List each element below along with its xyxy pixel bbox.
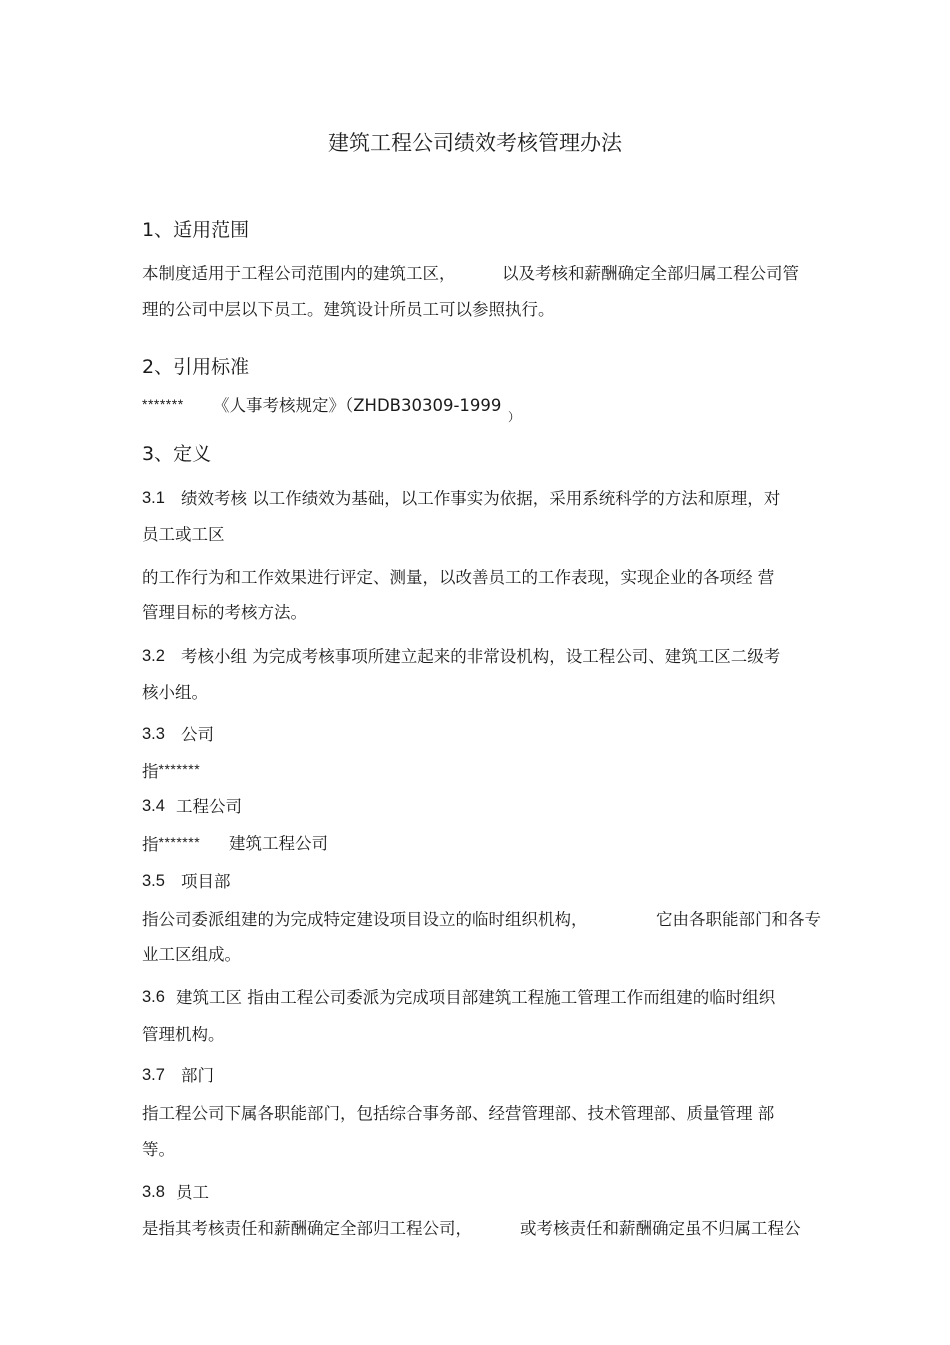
- def-3-8-label: 员工: [176, 1183, 209, 1202]
- def-3-8-line1b: 或考核责任和薪酬确定虽不归属工程公: [520, 1219, 801, 1238]
- masked-stars: *******: [158, 834, 201, 850]
- def-3-1-number: 3.1: [142, 489, 165, 507]
- reference-close-paren: ）: [508, 410, 521, 424]
- def-3-2-line1: 考核小组 为完成考核事项所建立起来的非常设机构，设工程公司、建筑工区二级考: [181, 647, 781, 666]
- def-3-1-line1: 绩效考核 以工作绩效为基础，以工作事实为依据，采用系统科学的方法和原理，对: [181, 489, 781, 508]
- def-3-4-desc-prefix: 指: [142, 835, 159, 854]
- document-title: 建筑工程公司绩效考核管理办法: [328, 131, 622, 155]
- reference-standard: 《人事考核规定》（ZHDB30309-1999: [213, 396, 502, 415]
- def-3-1-line3: 的工作行为和工作效果进行评定、测量，以改善员工的工作表现，实现企业的各项经 营: [142, 568, 775, 587]
- section-1-text-line1a: 本制度适用于工程公司范围内的建筑工区，: [142, 264, 456, 283]
- def-3-4-label: 工程公司: [176, 797, 242, 816]
- def-3-6-number: 3.6: [142, 988, 165, 1006]
- section-2-heading: 2、引用标准: [142, 356, 250, 378]
- def-3-4-desc-suffix: 建筑工程公司: [229, 834, 328, 853]
- section-1-text-line1b: 以及考核和薪酬确定全部归属工程公司管: [502, 264, 799, 283]
- masked-stars: *******: [142, 396, 184, 412]
- def-3-7-label: 部门: [181, 1066, 214, 1085]
- def-3-7-line1: 指工程公司下属各职能部门，包括综合事务部、经营管理部、技术管理部、质量管理 部: [142, 1104, 775, 1123]
- def-3-3-desc-prefix: 指: [142, 762, 159, 781]
- def-3-4-desc: [142, 834, 200, 855]
- def-3-1-line2: 员工或工区: [142, 525, 225, 544]
- def-3-5-number: 3.5: [142, 872, 165, 890]
- def-3-6-line2: 管理机构。: [142, 1025, 225, 1044]
- masked-stars: *******: [158, 761, 201, 777]
- def-3-6-line1: 建筑工区 指由工程公司委派为完成项目部建筑工程施工管理工作而组建的临时组织: [176, 988, 776, 1007]
- section-1-text-line2: 理的公司中层以下员工。建筑设计所员工可以参照执行。: [142, 300, 555, 319]
- def-3-5-line2: 业工区组成。: [142, 945, 241, 964]
- def-3-8-number: 3.8: [142, 1183, 165, 1201]
- def-3-1-line4: 管理目标的考核方法。: [142, 603, 307, 622]
- def-3-5-line1b: 它由各职能部门和各专: [656, 910, 821, 929]
- def-3-7-number: 3.7: [142, 1066, 165, 1084]
- def-3-7-line2: 等。: [142, 1140, 175, 1159]
- def-3-8-line1a: 是指其考核责任和薪酬确定全部归工程公司，: [142, 1219, 472, 1238]
- def-3-5-label: 项目部: [181, 872, 231, 891]
- def-3-3-label: 公司: [181, 725, 214, 744]
- section-3-heading: 3、定义: [142, 443, 212, 465]
- def-3-2-number: 3.2: [142, 647, 165, 665]
- def-3-2-line2: 核小组。: [142, 683, 208, 702]
- def-3-3-desc: [142, 761, 200, 782]
- reference-line: [142, 396, 184, 417]
- def-3-4-number: 3.4: [142, 797, 165, 815]
- def-3-5-line1a: 指公司委派组建的为完成特定建设项目设立的临时组织机构，: [142, 910, 588, 929]
- def-3-3-number: 3.3: [142, 725, 165, 743]
- section-1-heading: 1、适用范围: [142, 219, 250, 241]
